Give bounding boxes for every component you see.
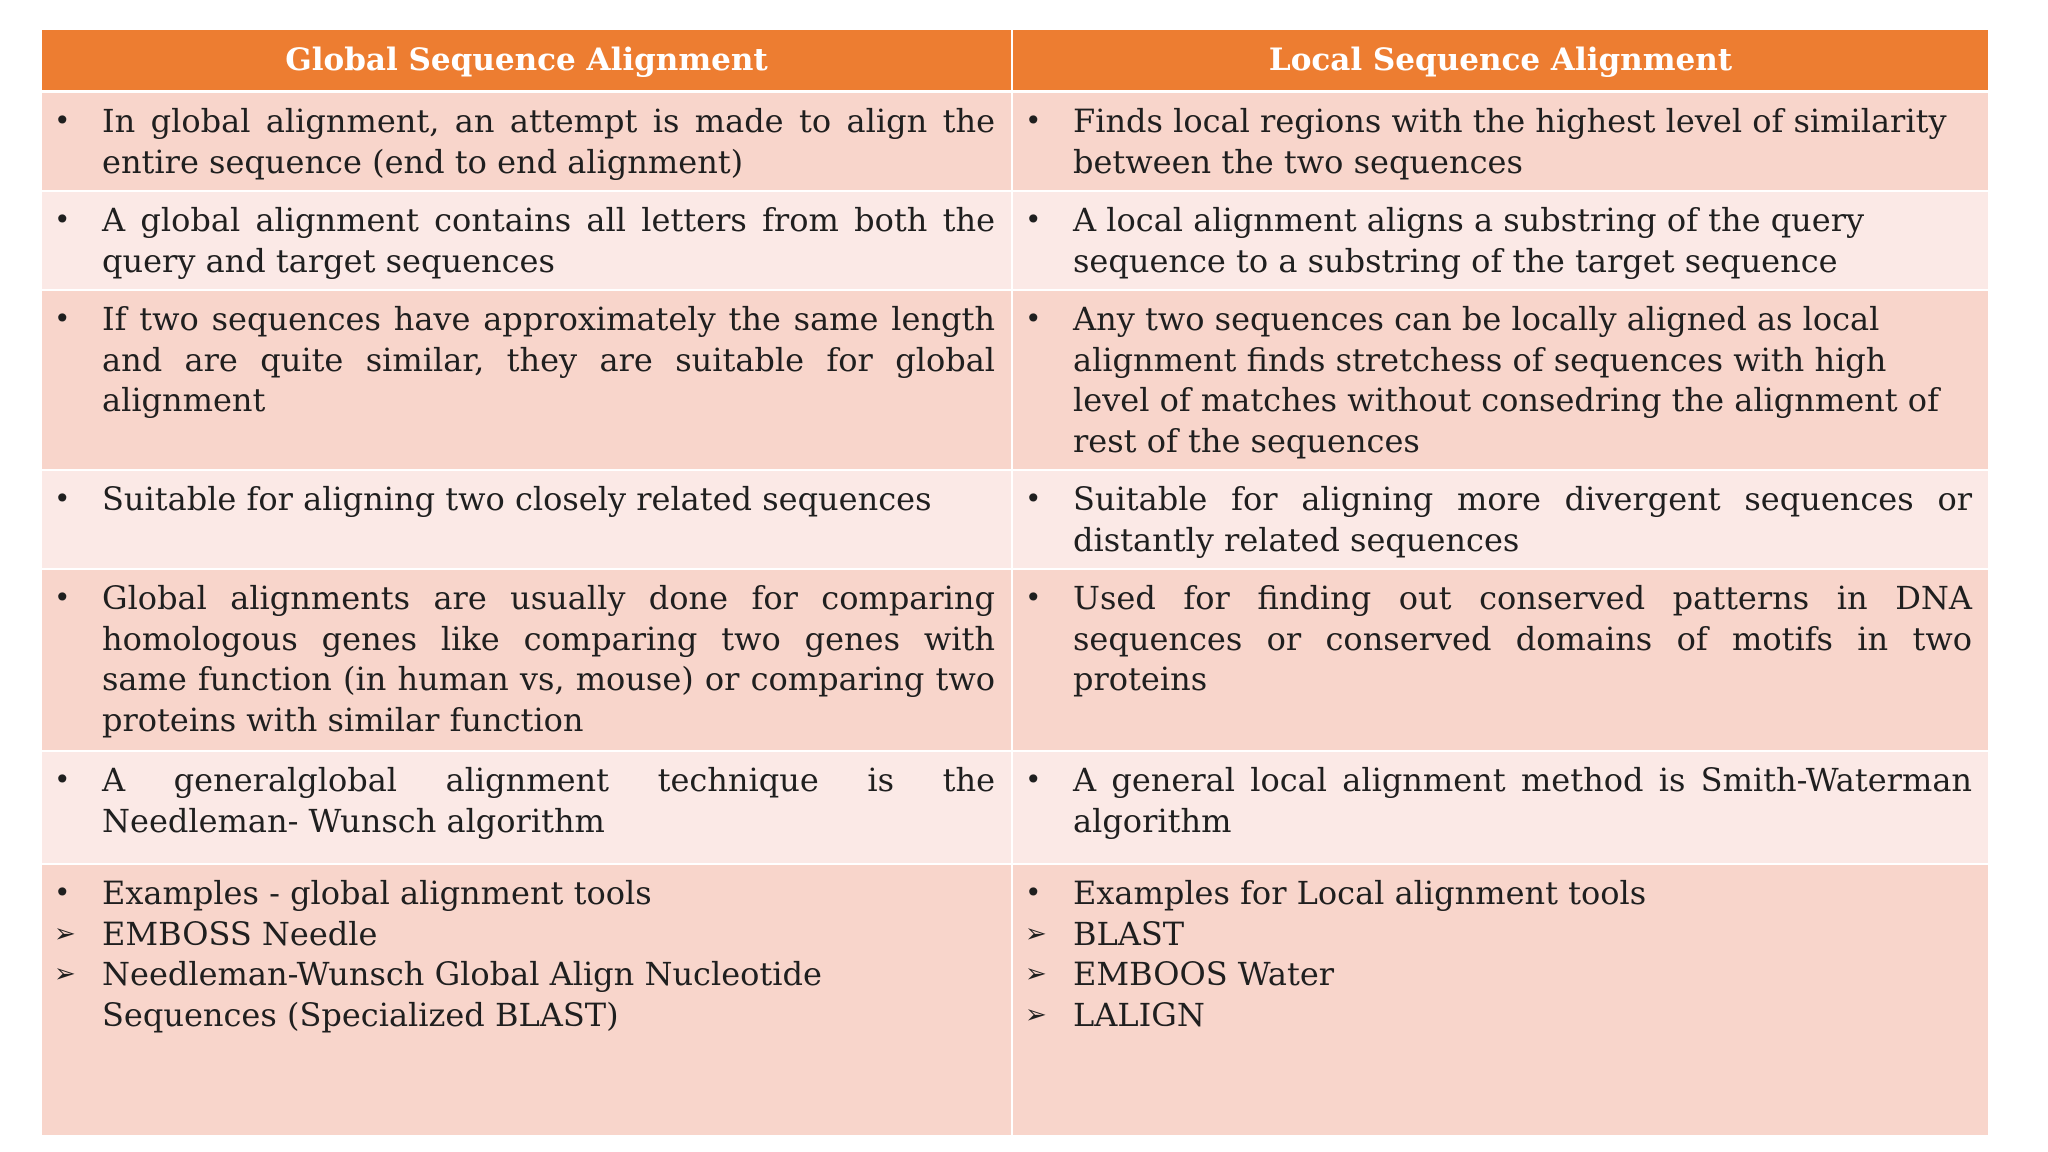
bullet-icon: • <box>1025 763 1042 796</box>
header-local: Local Sequence Alignment <box>1012 30 1988 92</box>
header-global: Global Sequence Alignment <box>42 30 1012 92</box>
local-point: A general local alignment method is Smith-Waterman algorithm <box>1073 761 1972 840</box>
bullet-icon: • <box>1025 104 1042 137</box>
global-tool-item: Needleman-Wunsch Global Align Nucleotide Sequences (Specialized BLAST) <box>102 955 822 1034</box>
bullet-icon: • <box>54 104 71 137</box>
local-cell <box>1012 470 1988 569</box>
table-row <box>42 290 1988 470</box>
comparison-table <box>42 30 1988 1137</box>
local-point: Used for finding out conserved patterns in DNA sequences or conserved domains of motifs in two proteins <box>1073 579 1972 698</box>
bullet-icon: • <box>1025 876 1042 909</box>
global-cell <box>42 92 1012 192</box>
local-point: Any two sequences can be locally aligned as local alignment finds stretchess of sequences with high level of matches without consedring the alignment of rest of the sequences <box>1073 300 1939 460</box>
global-cell <box>42 470 1012 569</box>
global-examples-cell <box>42 864 1012 1136</box>
local-cell <box>1012 751 1988 864</box>
arrow-bullet-icon: ➢ <box>1025 999 1047 1030</box>
local-cell <box>1012 191 1988 290</box>
bullet-icon: • <box>54 876 71 909</box>
global-point: If two sequences have approximately the same length and are quite similar, they are suitable for global alignment <box>102 300 995 419</box>
local-point: Suitable for aligning more divergent sequences or distantly related sequences <box>1073 480 1972 559</box>
header-row <box>42 30 1988 92</box>
table-row <box>42 569 1988 751</box>
table-row <box>42 470 1988 569</box>
bullet-icon: • <box>1025 581 1042 614</box>
bullet-icon: • <box>54 763 71 796</box>
bullet-icon: • <box>1025 302 1042 335</box>
examples-row <box>42 864 1988 1136</box>
global-point: Global alignments are usually done for comparing homologous genes like comparing two genes with same function (in human vs, mouse) or comparing two proteins with similar function <box>102 579 995 739</box>
table-row <box>42 751 1988 864</box>
table-row <box>42 191 1988 290</box>
arrow-bullet-icon: ➢ <box>54 918 76 949</box>
local-point: Finds local regions with the highest level of similarity between the two sequences <box>1073 102 1947 181</box>
global-cell <box>42 191 1012 290</box>
bullet-icon: • <box>54 302 71 335</box>
table-row <box>42 92 1988 192</box>
bullet-icon: • <box>1025 203 1042 236</box>
local-point: A local alignment aligns a substring of the query sequence to a substring of the target sequence <box>1073 201 1865 280</box>
global-tool-item: EMBOSS Needle <box>102 914 378 953</box>
local-tool-item: LALIGN <box>1073 995 1205 1034</box>
global-point: A generalglobal alignment technique is the Needleman- Wunsch algorithm <box>102 761 995 840</box>
local-cell <box>1012 290 1988 470</box>
global-point: Suitable for aligning two closely related sequences <box>102 480 932 518</box>
global-point: A global alignment contains all letters from both the query and target sequences <box>102 201 995 280</box>
local-tool-item: BLAST <box>1073 914 1185 953</box>
local-cell <box>1012 92 1988 192</box>
arrow-bullet-icon: ➢ <box>1025 959 1047 989</box>
local-examples-cell <box>1012 864 1988 1136</box>
arrow-bullet-icon: ➢ <box>54 959 76 989</box>
arrow-bullet-icon: ➢ <box>1025 918 1047 949</box>
local-tool-item: EMBOOS Water <box>1073 955 1335 993</box>
bullet-icon: • <box>54 581 71 614</box>
global-examples-intro: Examples - global alignment tools <box>102 874 652 912</box>
bullet-icon: • <box>1025 482 1042 515</box>
global-cell <box>42 569 1012 751</box>
bullet-icon: • <box>54 203 71 236</box>
global-cell <box>42 751 1012 864</box>
bullet-icon: • <box>54 482 71 515</box>
global-point: In global alignment, an attempt is made to align the entire sequence (end to end alignment) <box>102 102 995 181</box>
local-cell <box>1012 569 1988 751</box>
local-examples-intro: Examples for Local alignment tools <box>1073 874 1647 912</box>
global-cell <box>42 290 1012 470</box>
